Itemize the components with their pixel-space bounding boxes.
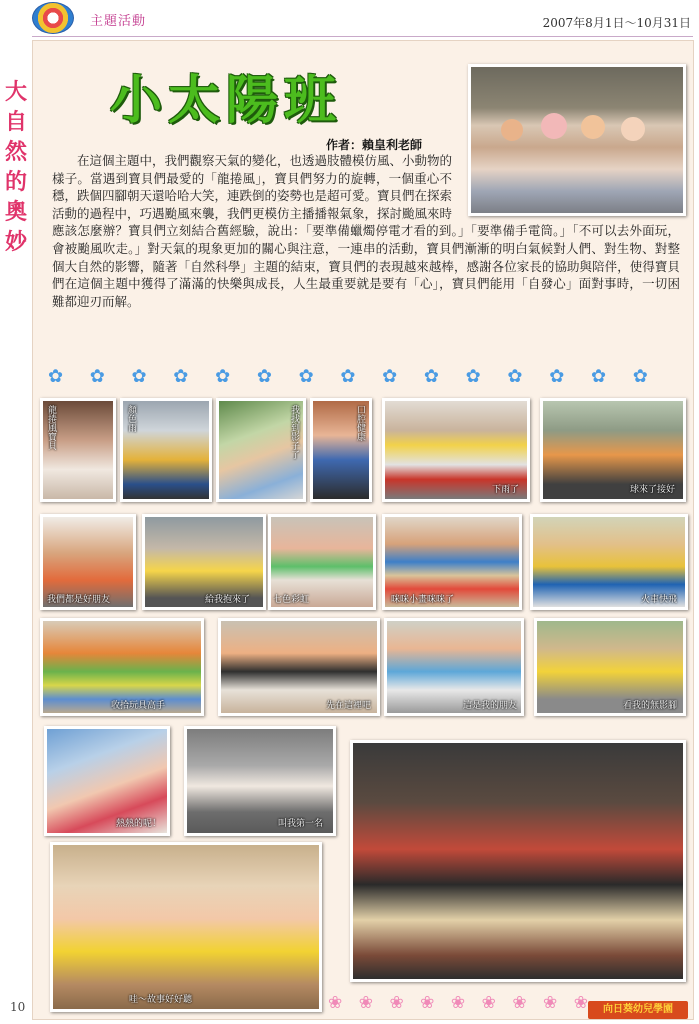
section-label: 主題活動 bbox=[90, 14, 147, 29]
side-title bbox=[2, 78, 30, 256]
flower-icon: ✿ bbox=[632, 365, 648, 387]
flower-icon: ❀ bbox=[512, 993, 527, 1013]
flower-icon: ✿ bbox=[48, 365, 64, 387]
flower-icon: ❀ bbox=[358, 993, 373, 1013]
header-divider bbox=[32, 36, 693, 37]
photo bbox=[382, 398, 530, 502]
photo bbox=[382, 514, 522, 610]
photo bbox=[268, 514, 376, 610]
author-line: 作者：賴皇利老師 bbox=[326, 138, 423, 152]
photo-caption: 我們都是好朋友 bbox=[47, 595, 111, 605]
photo bbox=[120, 398, 212, 502]
photo bbox=[40, 618, 204, 716]
flower-divider bbox=[48, 364, 648, 388]
photo-caption: 給我抱來了 bbox=[205, 595, 251, 605]
photo-caption: 先在這裡吧 bbox=[325, 701, 371, 711]
photo-caption: 顏色雨 bbox=[126, 405, 136, 432]
flower-icon: ❀ bbox=[450, 993, 466, 1013]
date-range: 2007年8月1日～10月31日 bbox=[542, 16, 691, 30]
photo-caption: 口腔健康 bbox=[355, 405, 365, 441]
photo-caption: 看我的無影腳 bbox=[622, 701, 677, 711]
photo-caption: 龍捲風寶貝 bbox=[46, 405, 56, 450]
article-paragraph: 在這個主題中，我們觀察天氣的變化，也透過肢體模仿風、小動物的樣子。當遇到寶貝們最愛的「龍捲風」，寶貝們努力的旋轉，一個重心不穩，跌個四腳朝天還哈哈大笑，連跌倒的姿勢也是超可愛。寶貝們在探索活動的過程中，巧遇颱風來襲，我們更模仿主播播報氣象，探討颱風來時應該怎麼辦？寶貝們立刻結合舊經驗，說出：「要準備蠟燭停電才看的到。」「要準備手電筒。」「不可以去外面玩，會被颱風吹走。」對天氣的現象更加的關心與注意，一連串的活動，寶貝們漸漸的明白氣候對人們、對生物、對整個大自然的影響，隨著「自然科學」主題的結束，寶貝們的表現越來越棒，感謝各位家長的協助與陪伴，使得寶貝們在這個主題中獲得了滿滿的快樂與成長，人生最重要就是要有「心」，寶貝們能用「自發心」面對事時，一切困難都迎刃而解。 bbox=[52, 153, 680, 309]
photo bbox=[310, 398, 372, 502]
mascot-face bbox=[501, 119, 523, 141]
side-title-char: 大 bbox=[4, 79, 27, 105]
article-body bbox=[52, 152, 680, 310]
photo bbox=[218, 618, 380, 716]
side-title-char: 然 bbox=[4, 139, 27, 165]
photo bbox=[216, 398, 306, 502]
photo bbox=[142, 514, 266, 610]
flower-icon: ❀ bbox=[573, 993, 588, 1013]
side-title-char: 的 bbox=[4, 169, 27, 195]
flower-icon: ❀ bbox=[543, 993, 558, 1013]
flower-icon: ✿ bbox=[590, 365, 607, 387]
photo-caption: 咪咪小畫咪咪了 bbox=[391, 595, 455, 605]
mascot-face bbox=[581, 115, 605, 139]
flower-icon: ❀ bbox=[389, 993, 404, 1013]
side-title-char: 奧 bbox=[4, 199, 27, 225]
photo-caption: 收拾玩具高手 bbox=[111, 701, 166, 711]
photo bbox=[50, 842, 322, 1012]
flower-icon: ✿ bbox=[465, 365, 481, 387]
flower-icon: ✿ bbox=[173, 365, 189, 387]
bottom-flower-row bbox=[328, 993, 588, 1013]
school-logo bbox=[32, 2, 74, 34]
flower-icon: ✿ bbox=[423, 365, 439, 387]
side-title-char: 妙 bbox=[4, 229, 27, 255]
photo bbox=[384, 618, 524, 716]
photo-caption: 哇～故事好好聽 bbox=[129, 995, 193, 1005]
photo-caption: 這是我的朋友 bbox=[462, 701, 517, 711]
flower-icon: ✿ bbox=[340, 365, 356, 387]
photo-caption: 火車快飛 bbox=[640, 595, 677, 605]
photo-caption: 下雨了 bbox=[491, 485, 519, 495]
photo bbox=[350, 740, 686, 982]
flower-icon: ❀ bbox=[420, 993, 435, 1013]
photo bbox=[540, 398, 686, 502]
photo bbox=[534, 618, 686, 716]
flower-icon: ✿ bbox=[382, 365, 398, 387]
flower-icon: ✿ bbox=[215, 365, 231, 387]
page-number: 10 bbox=[10, 1000, 26, 1014]
photo bbox=[184, 726, 336, 836]
flower-icon: ✿ bbox=[298, 365, 314, 387]
side-title-char: 自 bbox=[4, 109, 27, 135]
photo bbox=[40, 398, 116, 502]
photo bbox=[530, 514, 688, 610]
flower-icon: ✿ bbox=[549, 365, 565, 387]
photo-caption: 我找到影子了 bbox=[289, 405, 299, 459]
flower-icon: ✿ bbox=[89, 365, 105, 387]
photo-caption: 七色彩虹 bbox=[273, 595, 310, 605]
flower-icon: ✿ bbox=[131, 365, 147, 387]
flower-icon: ❀ bbox=[481, 993, 496, 1013]
photo-caption: 球來了接好 bbox=[629, 485, 675, 495]
photo bbox=[44, 726, 170, 836]
photo bbox=[40, 514, 136, 610]
mascot-face bbox=[621, 117, 645, 141]
brand-tag: 向日葵幼兒學園 bbox=[588, 1001, 688, 1019]
flower-icon: ❀ bbox=[328, 993, 343, 1013]
photo-caption: 熱熱的呢！ bbox=[115, 819, 161, 829]
flower-icon: ✿ bbox=[256, 365, 272, 387]
flower-icon: ✿ bbox=[507, 365, 523, 387]
mascot-face bbox=[541, 113, 567, 139]
page-title: 小太陽班 bbox=[110, 71, 343, 131]
photo-caption: 叫我第一名 bbox=[277, 819, 323, 829]
